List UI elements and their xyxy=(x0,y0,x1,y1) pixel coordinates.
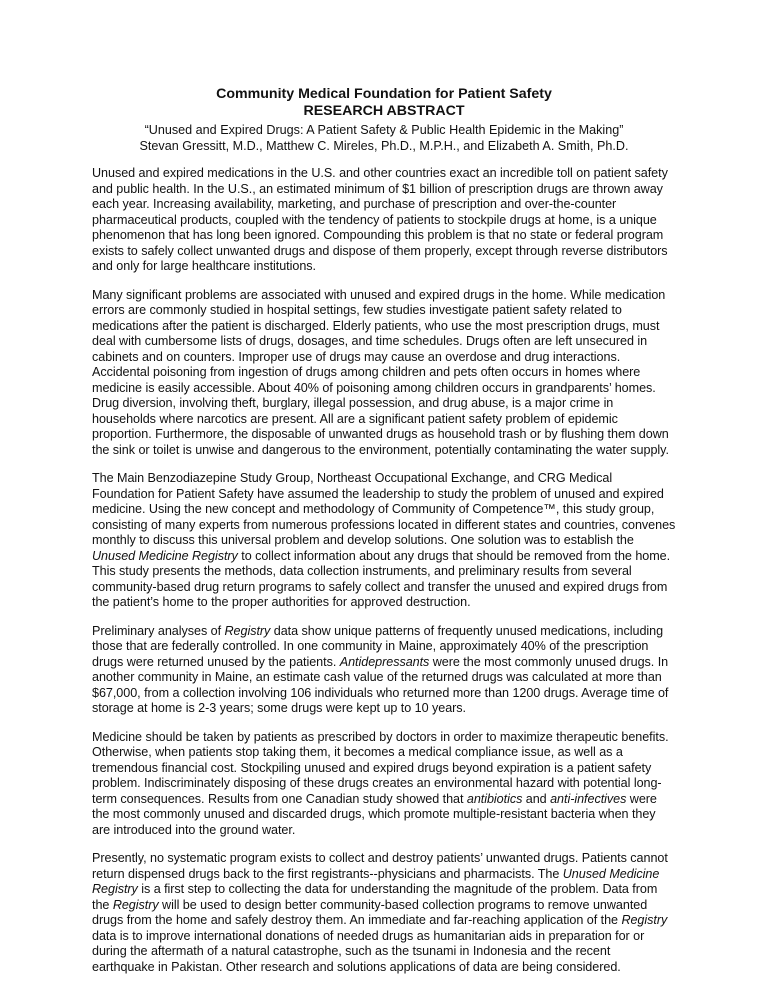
italic-term: Unused Medicine Registry xyxy=(92,548,238,563)
text-run: Preliminary analyses of xyxy=(92,623,225,638)
research-abstract-heading: RESEARCH ABSTRACT xyxy=(303,103,465,119)
body-paragraph xyxy=(92,166,676,275)
body-paragraph xyxy=(92,624,676,717)
italic-term: Registry xyxy=(112,897,159,912)
body-paragraph xyxy=(92,730,676,839)
italic-term: Registry xyxy=(224,623,271,638)
abstract-body xyxy=(92,166,676,975)
organization-title: Community Medical Foundation for Patient Safety xyxy=(216,86,552,102)
text-run: Many significant problems are associated with unused and expired drugs in the home. While medication errors are commonly studied in hospital settings, few studies investigate patient safety related to medications after the patient is discharged. Elderly patients, who use the most prescription drugs, must deal with cumbersome lists of drugs, dosages, and time schedules. Drugs often are left unsecured in cabinets and on counters. Improper use of drugs may cause an overdose and drug interactions. Accidental poisoning from ingestion of drugs among children and pets often occurs in homes where medicine is easily accessible. About 40% of poisoning among children occurs in grandparents’ homes. Drug diversion, involving theft, burglary, illegal possession, and drug abuse, is a major crime in households where narcotics are present. All are a significant patient safety problem of epidemic proportion. Furthermore, the disposable of unwanted drugs as household trash or by flushing them down the sink or toilet is unwise and dangerous to the environment, potentially contaminating the water supply. xyxy=(92,287,669,457)
text-run: were the most commonly unused drugs. In another community in Maine, an estimate cash value of the returned drugs was calculated at more than $67,000, from a collection involving 106 individuals who returned more than 1200 drugs. Average time of storage at home is 2-3 years; some drugs were kept up to 10 years. xyxy=(92,654,669,715)
italic-term: Registry xyxy=(621,913,668,927)
text-run: Unused and expired medications in the U.S. and other countries exact an incredible toll on patient safety and public health. In the U.S., an estimated minimum of $1 billion of prescription drugs are thrown away each year. Increasing availability, marketing, and purchase of prescription and over-the-counter pharmaceutical products, coupled with the tendency of patients to stockpile drugs at home, is a unique phenomenon that has long been ignored. Compounding this problem is that no state or federal program exists to safely collect unwanted drugs and dispose of them properly, except through reverse distributors and only for large healthcare institutions. xyxy=(92,166,668,273)
italic-term: anti-infectives xyxy=(550,791,627,806)
text-run: data show unique patterns of frequently unused medications, including those that are federally controlled. In one community in Maine, approximately 40% of the prescription drugs were returned unused by the patients. xyxy=(92,623,664,669)
text-run: is a first step to collecting the data for understanding the magnitude of the problem. Data from the xyxy=(92,882,658,912)
text-run: Medicine should be taken by patients as prescribed by doctors in order to maximize therapeutic benefits. Otherwise, when patients stop taking them, it becomes a medical compliance issue, as well as a tremendous financial cost. Stockpiling unused and expired drugs beyond expiration is a patient safety problem. Indiscriminately disposing of these drugs creates an environmental hazard with potential long-term consequences. Results from one Canadian study showed that xyxy=(92,729,669,806)
body-paragraph xyxy=(92,471,676,611)
text-run: were the most commonly unused and discarded drugs, which promote multiple-resistant bacteria when they are introduced into the ground water. xyxy=(92,791,657,837)
body-paragraph xyxy=(92,851,676,975)
text-run: Presently, no systematic program exists to collect and destroy patients’ unwanted drugs. Patients cannot return dispensed drugs back to the first registrants--physicians and pharmacists. The xyxy=(92,851,668,881)
text-run: The Main Benzodiazepine Study Group, Northeast Occupational Exchange, and CRG Medical Foundation for Patient Safety have assumed the leadership to study the problem of unused and expired medicine. Using the new concept and methodology of Community of Competence™, this study group, consisting of many experts from numerous professions located in different states and countries, convenes monthly to discuss this universal problem and develop solutions. One solution was to establish the xyxy=(92,471,676,547)
authors-line: Stevan Gressitt, M.D., Matthew C. Mireles, Ph.D., M.P.H., and Elizabeth A. Smith, Ph.D. xyxy=(139,139,629,153)
italic-term: antibiotics xyxy=(466,791,523,806)
text-run: to collect information about any drugs that should be removed from the home. This study presents the methods, data collection instruments, and preliminary results from several community-based drug return programs to safely collect and transfer the unused and expired drugs from the patient’s home to the proper authorities for approved destruction. xyxy=(92,548,671,609)
italic-term: Unused Medicine Registry xyxy=(92,866,660,896)
abstract-title: “Unused and Expired Drugs: A Patient Safety & Public Health Epidemic in the Making” xyxy=(144,123,624,137)
italic-term: Antidepressants xyxy=(339,654,430,669)
text-run: data is to improve international donations of needed drugs as humanitarian aids in preparation for or during the aftermath of a natural catastrophe, such as the tsunami in Indonesia and the recent earthquake in Pakistan. Other research and solutions applications of data are being considered. xyxy=(92,928,645,974)
text-run: will be used to design better community-based collection programs to remove unwanted drugs from the home and safely destroy them. An immediate and far-reaching application of the xyxy=(92,897,648,927)
text-run: and xyxy=(522,791,551,806)
body-paragraph xyxy=(92,288,676,459)
